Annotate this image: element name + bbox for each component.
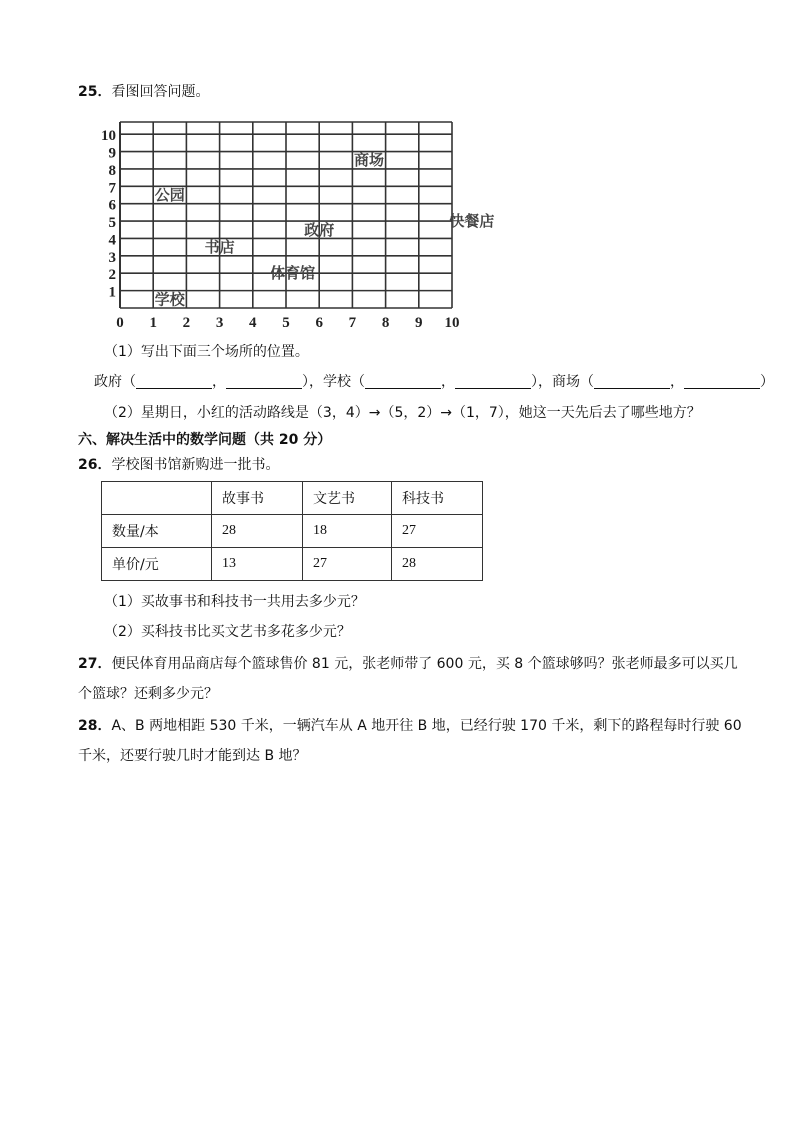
table-header-cell: 科技书: [392, 482, 483, 515]
q28-number: 28．: [78, 718, 112, 734]
x-tick-label: 1: [149, 315, 157, 331]
table-cell: 数量/本: [102, 515, 212, 548]
place-label: 商场: [353, 151, 385, 170]
coordinate-grid: [96, 112, 516, 334]
place-label: 政府: [304, 220, 335, 239]
q25-sub2: （2）星期日，小红的活动路线是（3，4）→（5，2）→（1，7），她这一天先后去了哪些地方？: [104, 405, 701, 421]
table-row: [102, 515, 483, 548]
y-tick-label: 1: [108, 284, 116, 301]
q25-number: 25．: [78, 84, 112, 100]
x-tick-label: 4: [249, 315, 257, 331]
table-cell: 28: [392, 548, 483, 581]
books-table: [101, 481, 483, 581]
x-tick-label: 9: [415, 315, 423, 331]
comma: ，: [670, 374, 684, 390]
q26-number: 26．: [78, 457, 112, 473]
y-tick-label: 9: [108, 145, 116, 162]
q27-line1: [78, 654, 738, 674]
q27-text1: 便民体育用品商店每个篮球售价 81 元，张老师带了 600 元，买 8 个篮球够吗？张老师最多可以买几: [111, 656, 738, 672]
x-tick-label: 2: [182, 315, 191, 331]
y-tick-label: 2: [108, 267, 116, 284]
q28-line1: [78, 716, 742, 736]
q28-text2: 千米，还要行驶几时才能到达 B 地？: [78, 748, 307, 764]
table-header-cell: 故事书: [212, 482, 303, 515]
place-label: 学校: [154, 290, 185, 309]
label-gov: 政府（: [94, 374, 136, 390]
x-tick-label: 7: [348, 315, 357, 331]
q26-sub1: （1）买故事书和科技书一共用去多少元？: [104, 594, 365, 610]
blank-school-y[interactable]: [455, 374, 531, 389]
table-cell: 18: [303, 515, 392, 548]
q27-text2: 个篮球？还剩多少元？: [78, 686, 218, 702]
table-header-row: [102, 482, 483, 515]
y-tick-label: 6: [108, 197, 116, 214]
y-tick-label: 5: [108, 215, 116, 232]
close-paren: ）: [760, 374, 774, 390]
place-label: 体育馆: [270, 264, 316, 283]
y-tick-label: 10: [101, 128, 116, 145]
table-header-cell: 文艺书: [303, 482, 392, 515]
blank-mall-x[interactable]: [594, 374, 670, 389]
table-cell: 28: [212, 515, 303, 548]
q26-sub2: （2）买科技书比买文艺书多花多少元？: [104, 624, 351, 640]
comma: ，: [441, 374, 455, 390]
x-tick-label: 10: [444, 315, 460, 331]
y-tick-label: 7: [108, 180, 116, 197]
blank-mall-y[interactable]: [684, 374, 760, 389]
q25-title: 看图回答问题。: [111, 84, 210, 100]
table-row: [102, 548, 483, 581]
place-label: 公园: [154, 186, 185, 205]
q26-header: [78, 455, 279, 475]
place-label: 书店: [204, 238, 235, 257]
x-tick-label: 3: [215, 315, 224, 331]
table-cell: 单价/元: [102, 548, 212, 581]
label-mall: ），商场（: [531, 374, 594, 390]
table-cell: 27: [303, 548, 392, 581]
comma: ，: [212, 374, 226, 390]
q25-sub1: （1）写出下面三个场所的位置。: [104, 344, 309, 360]
q26-title: 学校图书馆新购进一批书。: [111, 457, 280, 473]
place-label: 快餐店: [449, 212, 495, 231]
x-tick-label: 0: [116, 315, 124, 331]
table-cell: 27: [392, 515, 483, 548]
y-tick-label: 8: [108, 162, 116, 179]
q25-header: [78, 82, 209, 102]
label-school: ），学校（: [302, 374, 365, 390]
q27-number: 27．: [78, 656, 112, 672]
x-tick-label: 8: [381, 315, 390, 331]
table-header-cell: [102, 482, 212, 515]
section-title: 六、解决生活中的数学问题（共 20 分）: [78, 432, 332, 448]
blank-gov-x[interactable]: [136, 374, 212, 389]
table-cell: 13: [212, 548, 303, 581]
blank-gov-y[interactable]: [226, 374, 302, 389]
x-tick-label: 6: [315, 315, 323, 331]
y-tick-label: 4: [108, 232, 116, 249]
q25-places-line: [94, 372, 774, 392]
x-tick-label: 5: [282, 315, 290, 331]
blank-school-x[interactable]: [365, 374, 441, 389]
y-tick-label: 3: [108, 249, 116, 266]
q28-text1: A、B 两地相距 530 千米，一辆汽车从 A 地开往 B 地，已经行驶 170 千米，剩下的路程每时行驶 60: [111, 718, 742, 734]
